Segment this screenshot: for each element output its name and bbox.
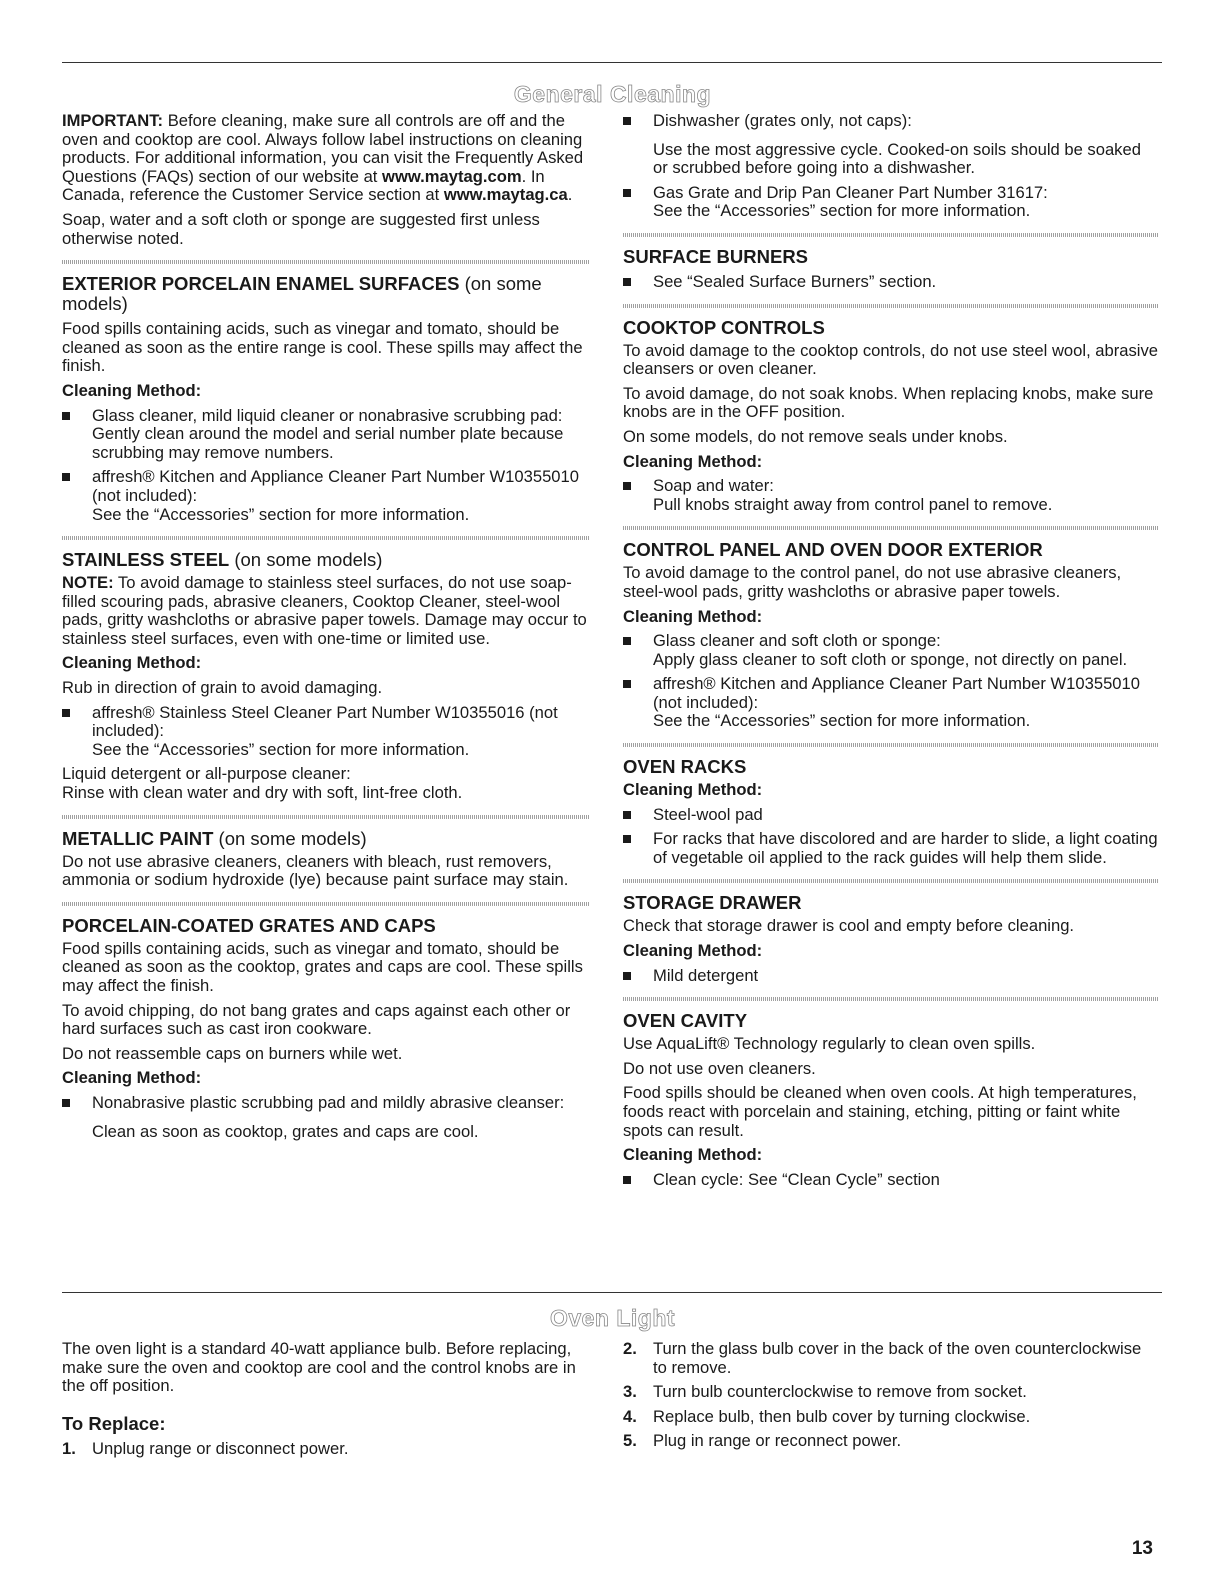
important-paragraph: IMPORTANT: Before cleaning, make sure all controls are off and the oven and cooktop are cool. Always follow label instructions on cleaning products. For additional information, you can visit the Frequently Asked Questions (FAQs) section of our website at www.maytag.com. In Canada, reference the Customer Service section at www.maytag.ca. bbox=[62, 111, 584, 205]
heading-exterior-porcelain: EXTERIOR PORCELAIN ENAMEL SURFACES (on some bbox=[62, 273, 542, 295]
cleaning-method-label: Cleaning Method: bbox=[623, 941, 763, 961]
dotted-divider bbox=[62, 902, 590, 906]
list-item: See “Sealed Surface Burners” section. bbox=[623, 273, 1158, 292]
dotted-divider bbox=[62, 815, 590, 819]
heading-cooktop-controls: COOKTOP CONTROLS bbox=[623, 316, 825, 338]
list-item: Steel-wool pad bbox=[623, 806, 1158, 825]
cleaning-method-label: Cleaning Method: bbox=[623, 780, 763, 800]
oven-light-rule bbox=[62, 1292, 1162, 1293]
list-item: Nonabrasive plastic scrubbing pad and mildly abrasive cleanser: Clean as soon as cooktop, grates and caps are cool. bbox=[62, 1094, 590, 1141]
dotted-divider bbox=[62, 260, 590, 264]
top-rule bbox=[62, 62, 1162, 63]
oven-cavity-text1: Use AquaLift® Technology regularly to clean oven spills. bbox=[623, 1034, 1036, 1054]
cooktop-text1: To avoid damage to the cooktop controls, do not use steel wool, abrasive cleansers or oven cleaner. bbox=[623, 340, 1159, 379]
oven-light-left bbox=[62, 1340, 590, 1464]
heading-to-replace: To Replace: bbox=[62, 1412, 166, 1434]
control-panel-text: To avoid damage to the control panel, do not use abrasive cleaners, steel-wool pads, gritty washcloths or abrasive paper towels. bbox=[623, 563, 1122, 601]
dotted-divider bbox=[623, 879, 1158, 883]
step-item: 4. Replace bulb, then bulb cover by turning clockwise. bbox=[623, 1406, 1031, 1426]
step-item: 2. Turn the glass bulb cover in the back of the oven counterclockwise to remove. bbox=[623, 1339, 1142, 1377]
step-item: 3. Turn bulb counterclockwise to remove from socket. bbox=[623, 1382, 1027, 1402]
stainless-rub: Rub in direction of grain to avoid damaging. bbox=[62, 678, 383, 698]
oven-light-right bbox=[623, 1340, 1158, 1457]
list-item: Glass cleaner, mild liquid cleaner or nonabrasive scrubbing pad: Gently clean around the model and serial number plate because scrubbing may remove numbers. bbox=[62, 407, 590, 463]
metallic-text: Do not use abrasive cleaners, cleaners with bleach, rust removers, ammonia or sodium hydroxide (lye) because paint surface may stain. bbox=[62, 851, 569, 890]
list-item: Gas Grate and Drip Pan Cleaner Part Number 31617: See the “Accessories” section for more information. bbox=[623, 184, 1158, 221]
cleaning-method-label: Cleaning Method: bbox=[62, 1068, 202, 1088]
storage-drawer-text: Check that storage drawer is cool and empty before cleaning. bbox=[623, 916, 1075, 936]
cleaning-method-label: Cleaning Method: bbox=[62, 653, 202, 673]
dotted-divider bbox=[623, 526, 1158, 530]
left-column bbox=[62, 112, 590, 1147]
important-label: IMPORTANT: bbox=[62, 111, 164, 130]
cooktop-text2: To avoid damage, do not soak knobs. When replacing knobs, make sure knobs are in the OFF position. bbox=[623, 383, 1154, 422]
cleaning-method-label: Cleaning Method: bbox=[62, 380, 202, 400]
step-item: 5. Plug in range or reconnect power. bbox=[623, 1431, 902, 1451]
cleaning-method-label: Cleaning Method: bbox=[623, 451, 763, 471]
step-item: 1. Unplug range or disconnect power. bbox=[62, 1438, 349, 1458]
grates-text1: Food spills containing acids, such as vinegar and tomato, should be cleaned as soon as the cooktop, grates and caps are cool. These spills may affect the finish. bbox=[62, 938, 583, 995]
exterior-text: Food spills containing acids, such as vinegar and tomato, should be cleaned as soon as the entire range is cool. These spills may affect the finish. bbox=[62, 319, 583, 376]
heading-storage-drawer: STORAGE DRAWER bbox=[623, 892, 802, 914]
list-item: Soap and water: Pull knobs straight away from control panel to remove. bbox=[623, 477, 1158, 514]
oven-light-intro: The oven light is a standard 40-watt appliance bulb. Before replacing, make sure the oven and cooktop are cool and the control knobs are in the off position. bbox=[62, 1339, 576, 1396]
heading-stainless-steel: STAINLESS STEEL (on some models) bbox=[62, 549, 383, 571]
stainless-liquid: Liquid detergent or all-purpose cleaner: Rinse with clean water and dry with soft, lint-free cloth. bbox=[62, 764, 463, 803]
heading-grates-caps: PORCELAIN-COATED GRATES AND CAPS bbox=[62, 914, 436, 936]
dotted-divider bbox=[623, 233, 1158, 237]
dotted-divider bbox=[623, 304, 1158, 308]
heading-exterior-line2: models) bbox=[62, 293, 128, 315]
list-item: Glass cleaner and soft cloth or sponge: Apply glass cleaner to soft cloth or sponge, not directly on panel. bbox=[623, 632, 1158, 669]
list-item: affresh® Kitchen and Appliance Cleaner Part Number W10355010 (not included): See the “Accessories” section for more information. bbox=[62, 468, 590, 524]
website-link-ca[interactable]: www.maytag.ca bbox=[443, 185, 568, 205]
list-item: Mild detergent bbox=[623, 967, 1158, 986]
soap-note: Soap, water and a soft cloth or sponge are suggested first unless otherwise noted. bbox=[62, 209, 540, 248]
list-item: affresh® Stainless Steel Cleaner Part Number W10355016 (not included): See the “Accessories” section for more information. bbox=[62, 704, 590, 760]
list-item: Clean cycle: See “Clean Cycle” section bbox=[623, 1171, 1158, 1190]
cooktop-text3: On some models, do not remove seals under knobs. bbox=[623, 426, 1008, 446]
heading-oven-racks: OVEN RACKS bbox=[623, 756, 747, 778]
dotted-divider bbox=[62, 536, 590, 540]
section-title-general-cleaning: General Cleaning bbox=[513, 81, 712, 107]
website-link-us[interactable]: www.maytag.com bbox=[382, 166, 522, 186]
dotted-divider bbox=[623, 743, 1158, 747]
page-number: 13 bbox=[1131, 1538, 1153, 1559]
right-column bbox=[623, 112, 1158, 1195]
cleaning-method-label: Cleaning Method: bbox=[623, 606, 763, 626]
heading-oven-cavity: OVEN CAVITY bbox=[623, 1010, 748, 1032]
grates-text3: Do not reassemble caps on burners while wet. bbox=[62, 1043, 403, 1063]
oven-cavity-text2: Do not use oven cleaners. bbox=[623, 1058, 816, 1078]
heading-metallic-paint: METALLIC PAINT (on some models) bbox=[62, 827, 367, 849]
stainless-note: NOTE: To avoid damage to stainless steel surfaces, do not use soap-filled scouring pads, abrasive cleaners, Cooktop Cleaner, steel-wool pads, gritty washcloths or abrasive paper towels. Damage may occur to stainless steel surfaces, even with one-time or limited use. bbox=[62, 573, 587, 648]
section-title-oven-light: Oven Light bbox=[549, 1305, 676, 1331]
list-item: Dishwasher (grates only, not caps): Use the most aggressive cycle. Cooked-on soils should be soaked or scrubbed before going into a dishwasher. bbox=[623, 112, 1158, 178]
list-item: For racks that have discolored and are harder to slide, a light coating of vegetable oil applied to the rack guides will help them slide. bbox=[623, 830, 1158, 867]
dotted-divider bbox=[623, 997, 1158, 1001]
grates-text2: To avoid chipping, do not bang grates and caps against each other or hard surfaces such as cast iron cookware. bbox=[62, 1000, 571, 1039]
oven-cavity-text3: Food spills should be cleaned when oven cools. At high temperatures, foods react with porcelain and staining, etching, pitting or faint white spots can result. bbox=[623, 1083, 1137, 1140]
list-item: affresh® Kitchen and Appliance Cleaner Part Number W10355010 (not included): See the “Accessories” section for more information. bbox=[623, 675, 1158, 731]
cleaning-method-label: Cleaning Method: bbox=[623, 1145, 763, 1165]
heading-control-panel: CONTROL PANEL AND OVEN DOOR EXTERIOR bbox=[623, 539, 1043, 561]
heading-surface-burners: SURFACE BURNERS bbox=[623, 245, 809, 267]
